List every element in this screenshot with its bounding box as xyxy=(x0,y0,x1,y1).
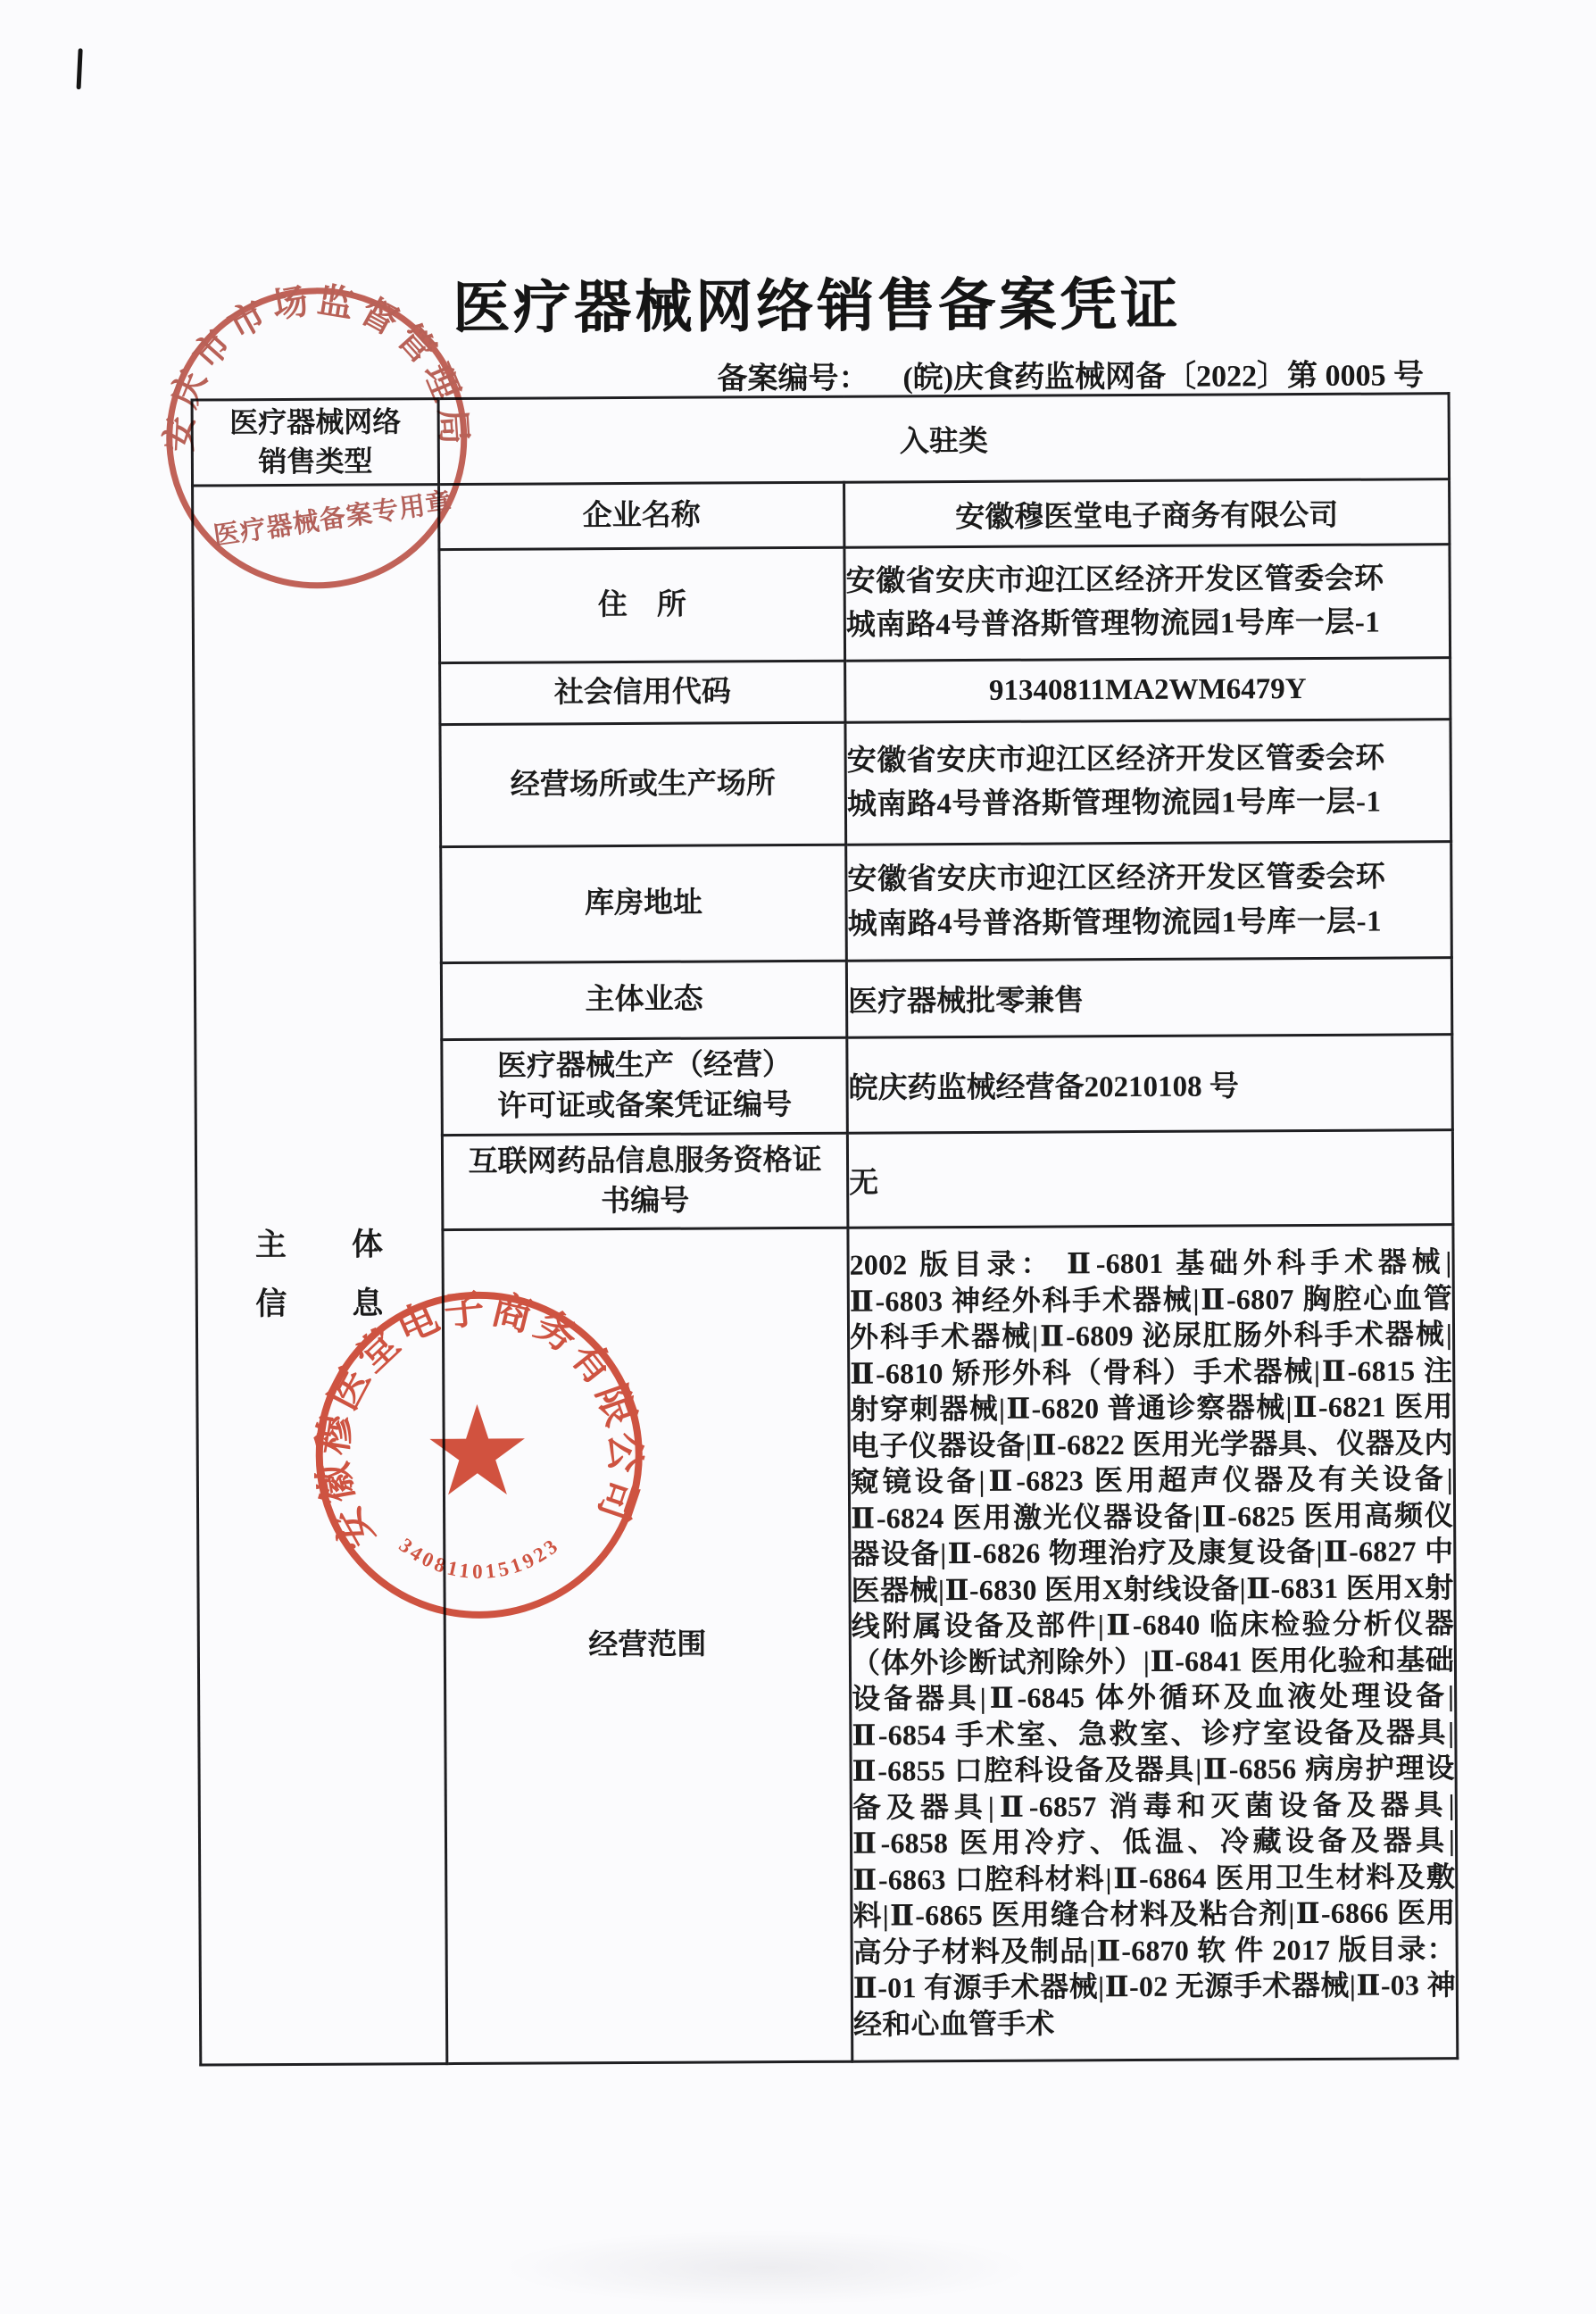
filing-number-value: (皖)庆食药监械网备〔2022〕第 0005 号 xyxy=(902,359,1425,395)
star-icon xyxy=(429,1404,525,1495)
stamp-code-text: 3408110151923 xyxy=(395,1533,565,1583)
certificate-table xyxy=(191,392,1459,2066)
filing-number xyxy=(717,350,1424,397)
business-format-label: 主体业态 xyxy=(441,961,846,1039)
business-scope-value: 2002 版目录： Ⅱ-6801 基础外科手术器械|Ⅱ-6803 神经外科手术器械|Ⅱ-6807 胸腔心血管外科手术器械|Ⅱ-6809 泌尿肛肠外科手术器械|Ⅱ-6810 矫形外科（骨科）手术器械|Ⅱ-6815 注射穿刺器械|Ⅱ-6820 普通诊察器械|Ⅱ-6821 医用电子仪器设备|Ⅱ-6822 医用光学器具、仪器及内窥镜设备|Ⅱ-6823 医用超声仪器及有关设备|Ⅱ-6824 医用激光仪器设备|Ⅱ-6825 医用高频仪器设备|Ⅱ-6826 物理治疗及康复设备|Ⅱ-6827 中医器械|Ⅱ-6830 医用X射线设备|Ⅱ-6831 医用X射线附属设备及部件|Ⅱ-6840 临床检验分析仪器（体外诊断试剂除外）|Ⅱ-6841 医用化验和基础设备器具|Ⅱ-6845 体外循环及血液处理设备|Ⅱ-6854 手术室、急救室、诊疗室设备及器具|Ⅱ-6855 口腔科设备及器具|Ⅱ-6856 病房护理设备及器具|Ⅱ-6857 消毒和灭菌设备及器具|Ⅱ-6858 医用冷疗、低温、冷藏设备及器具|Ⅱ-6863 口腔科材料|Ⅱ-6864 医用卫生材料及敷料|Ⅱ-6865 医用缝合材料及粘合剂|Ⅱ-6866 医用高分子材料及制品|Ⅱ-6870 软 件 2017 版目录：Ⅱ-01 有源手术器械|Ⅱ-02 无源手术器械|Ⅱ-03 神经和心血管手术 xyxy=(848,1225,1458,2062)
business-scope-label: 经营范围 xyxy=(443,1228,852,2063)
warehouse-address-value: 安徽省安庆市迎江区经济开发区管委会环 城南路4号普洛斯管理物流园1号库一层-1 xyxy=(846,842,1452,961)
section-label: 主 体 信 息 xyxy=(193,485,447,2065)
internet-drug-cert-value: 无 xyxy=(847,1130,1453,1228)
stamp-ring-text: 安庆市市场监督管理局 xyxy=(158,279,475,454)
sales-type-label: 医疗器械网络 销售类型 xyxy=(192,399,438,486)
authority-stamp xyxy=(137,259,496,618)
business-premises-label: 经营场所或生产场所 xyxy=(440,722,846,846)
stamp-ring-text: 安徽穆医堂电子商务有限公司 xyxy=(310,1286,647,1557)
stamp-inner-text: 医疗器械备案专用章 xyxy=(212,487,455,552)
residence-label: 住 所 xyxy=(439,547,845,662)
pen-mark xyxy=(77,48,83,89)
company-name-value: 安徽穆医堂电子商务有限公司 xyxy=(844,479,1450,548)
filing-number-label: 备案编号： xyxy=(717,362,869,396)
residence-value: 安徽省安庆市迎江区经济开发区管委会环 城南路4号普洛斯管理物流园1号库一层-1 xyxy=(844,545,1451,662)
company-name-label: 企业名称 xyxy=(439,482,844,549)
internet-drug-cert-label: 互联网药品信息服务资格证 书编号 xyxy=(442,1133,848,1229)
business-premises-value: 安徽省安庆市迎江区经济开发区管委会环 城南路4号普洛斯管理物流园1号库一层-1 xyxy=(845,720,1451,845)
company-stamp xyxy=(282,1258,677,1652)
license-number-label: 医疗器械生产（经营） 许可证或备案凭证编号 xyxy=(442,1037,848,1135)
credit-code-label: 社会信用代码 xyxy=(440,661,845,724)
credit-code-value: 91340811MA2WM6479Y xyxy=(845,658,1451,723)
warehouse-address-label: 库房地址 xyxy=(441,845,847,962)
page-title: 医疗器械网络销售备案凭证 xyxy=(452,272,1182,341)
license-number-value: 皖庆药监械经营备20210108 号 xyxy=(847,1035,1453,1134)
sales-type-value: 入驻类 xyxy=(438,394,1449,485)
business-format-value: 医疗器械批零兼售 xyxy=(846,958,1451,1038)
